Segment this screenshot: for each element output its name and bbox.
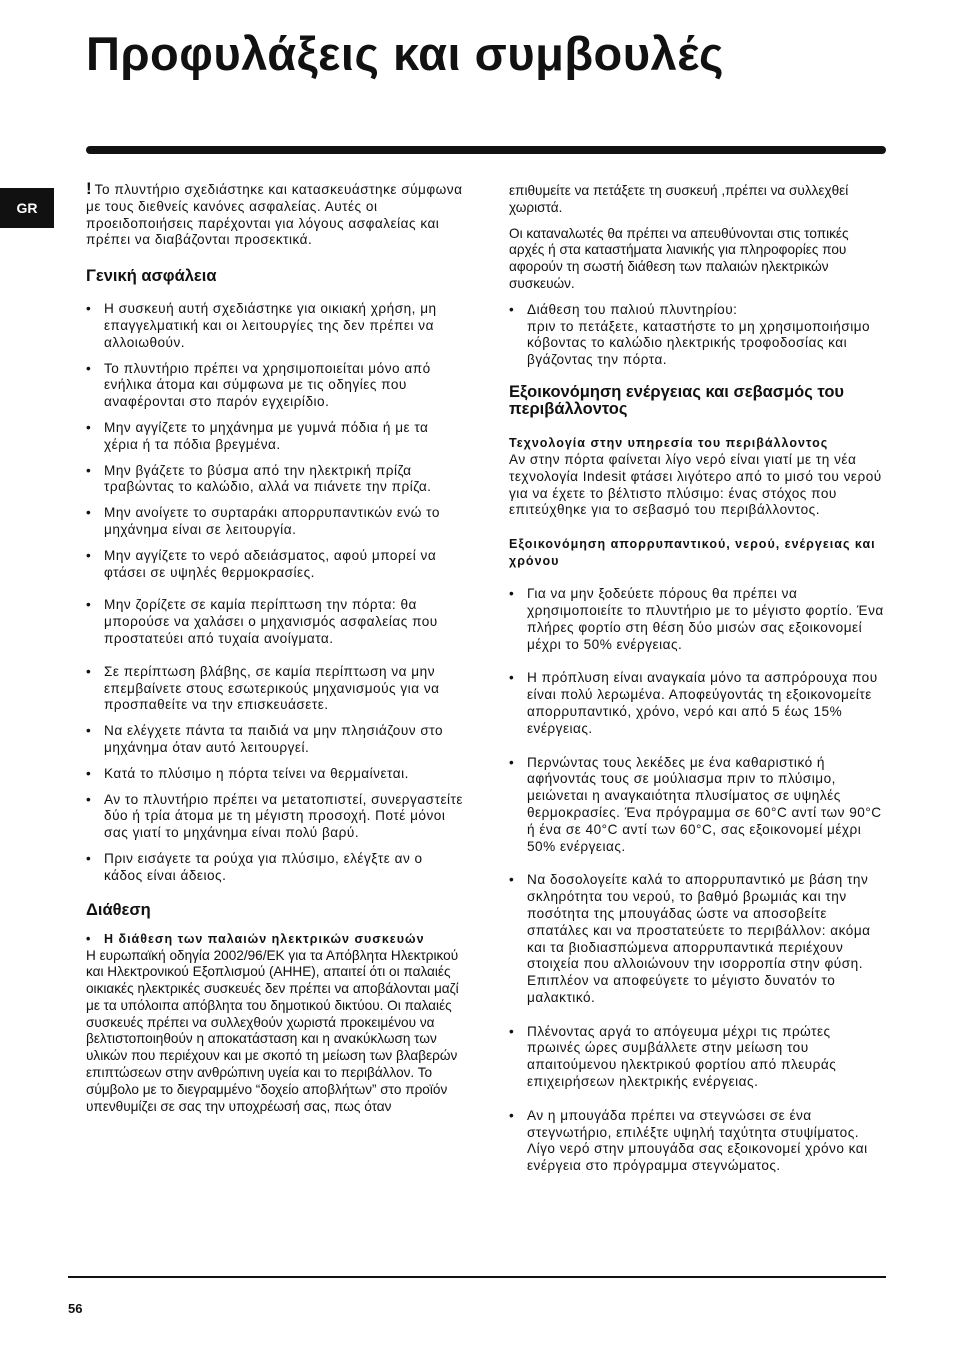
old-washer-title: • Διάθεση του παλιού πλυντηρίου: xyxy=(527,301,738,317)
technology-paragraph: Αν στην πόρτα φαίνεται λίγο νερό είναι γιατί με τη νέα τεχνολογία Indesit φτάσει λιγότερο από το μισό του νερού για να έχετε το βέλτιστο πλύσιμο: ένας στόχος που επιτεύχθηκε για το σεβασμό του περιβάλλοντος. xyxy=(509,451,882,518)
section-heading-energy: Εξοικονόμηση ενέργειας και σεβασμός του περιβάλλοντος xyxy=(509,382,844,418)
title-divider xyxy=(86,146,886,154)
list-item: • Για να μην ξοδεύετε πόρους θα πρέπει να χρησιμοποιείτε το πλυντήριο με το μέγιστο φορτίο. Ένα πλήρες φορτίο στη θέση δύο μισών σας εξοικονομεί μέχρι το 50% ενέργειας. xyxy=(509,586,886,653)
list-item: • Αν το πλυντήριο πρέπει να μετατοπιστεί, συνεργαστείτε δύο ή τρία άτομα με τη μέγιστη προσοχή. Ποτέ μόνοι σας γιατί το μηχάνημα είναι πολύ βαρύ. xyxy=(86,792,464,842)
list-item: • Μην αγγίζετε το νερό αδειάσματος, αφού μπορεί να φτάσει σε υψηλές θερμοκρασίες. xyxy=(86,548,464,582)
list-item: • Η πρόπλυση είναι αναγκαία μόνο τα ασπρόρουχα που είναι πολύ λερωμένα. Αποφεύγοντάς τη εξοικονομείτε απορρυπαντικό, χρόνο, νερό και από 5 έως 15% ενέργειας. xyxy=(509,670,886,737)
intro-paragraph xyxy=(86,181,464,249)
list-item: • Μην βγάζετε το βύσμα από την ηλεκτρική πρίζα τραβώντας το καλώδιο, αλλά να πιάνετε την πρίζα. xyxy=(86,463,464,497)
subheading-saving: Εξοικονόμηση απορρυπαντικού, νερού, ενέργειας και χρόνου xyxy=(509,537,876,569)
disposal-list xyxy=(86,932,464,947)
list-item: • Μην αγγίζετε το μηχάνημα με γυμνά πόδια ή με τα χέρια ή τα πόδια βρεγμένα. xyxy=(86,420,464,454)
section-heading-disposal: Διάθεση xyxy=(86,900,151,919)
warning-mark: ! xyxy=(86,179,92,198)
list-item: • Πριν εισάγετε τα ρούχα για πλύσιμο, ελέγξτε αν ο κάδος είναι άδειος. xyxy=(86,851,464,885)
footer-divider xyxy=(68,1276,886,1278)
left-column xyxy=(86,181,464,1115)
disposal-continued: επιθυμείτε να πετάξετε τη συσκευή ,πρέπει να συλλεχθεί χωριστά. xyxy=(509,183,849,215)
section-heading-safety: Γενική ασφάλεια xyxy=(86,267,217,286)
list-item: • Η διάθεση των παλαιών ηλεκτρικών συσκευών xyxy=(86,932,464,947)
subheading-technology: Τεχνολογία στην υπηρεσία του περιβάλλοντος xyxy=(509,435,829,450)
consumers-paragraph: Οι καταναλωτές θα πρέπει να απευθύνονται στις τοπικές αρχές ή στα καταστήματα λιανικής για πληροφορίες που αφορούν τη σωστή διάθεση των παλαιών ηλεκτρικών συσκευών. xyxy=(509,225,849,291)
old-washer-list xyxy=(509,302,886,369)
list-item: • Κατά το πλύσιμο η πόρτα τείνει να θερμαίνεται. xyxy=(86,766,464,783)
list-item: • Μην ανοίγετε το συρταράκι απορρυπαντικών ενώ το μηχάνημα είναι σε λειτουργία. xyxy=(86,505,464,539)
list-item: • Να δοσολογείτε καλά το απορρυπαντικό με βάση την σκληρότητα του νερού, το βαθμό βρωμιάς και την ποσότητα της μπουγάδας ώστε να αποσοβείτε σπατάλες και να προστατεύετε το περιβάλλον: ακόμα και τα βιοδιασπώμενα απορρυπαντικά περιέχουν στοιχεία που αλλοιώνουν την ισορροπία στην φύση. Επιπλέον να αποφεύγετε το μέγιστο δυνατόν το μαλακτικό. xyxy=(509,872,886,1006)
intro-text: Το πλυντήριο σχεδιάστηκε και κατασκευάστηκε σύμφωνα με τους διεθνείς κανόνες ασφαλείας. Αυτές οι προειδοποιήσεις παρέχονται για λόγους ασφαλείας και πρέπει να διαβάζονται προσεκτικά. xyxy=(86,182,463,248)
list-item: • Να ελέγχετε πάντα τα παιδιά να μην πλησιάζουν στο μηχάνημα όταν αυτό λειτουργεί. xyxy=(86,723,464,757)
list-item: • Μην ζορίζετε σε καμία περίπτωση την πόρτα: θα μπορούσε να χαλάσει ο μηχανισμός ασφαλείας που προστατεύει από τυχαία ανοίγματα. xyxy=(86,597,464,647)
safety-list xyxy=(86,301,464,884)
language-tab: GR xyxy=(0,188,54,228)
list-item: • Περνώντας τους λεκέδες με ένα καθαριστικό ή αφήνοντάς τους σε μούλιασμα πριν το πλύσιμο, μειώνεται η αναγκαιότητα πλυσίματος σε υψηλές θερμοκρασίες. Ένα πρόγραμμα σε 60°C αντί των 90°C ή ένα σε 40°C αντί των 60°C, σας εξοικονομεί μέχρι 50% ενέργειας. xyxy=(509,755,886,856)
right-column xyxy=(509,181,886,1175)
disposal-paragraph: Η ευρωπαϊκή οδηγία 2002/96/ΕΚ για τα Απόβλητα Ηλεκτρικού και Ηλεκτρονικού Εξοπλισμού (ΑΗΗΕ), απαιτεί ότι οι παλαιές οικιακές ηλεκτρικές συσκευές δεν πρέπει να αποβάλονται μαζί με τα υπόλοιπα απόβλητα του δημοτικού δικτύου. Οι παλαιές συσκευές πρέπει να συλλεχθούν χωριστά προκειμένου να βελτιστοποιηθούν η αποκατάσταση και η ανακύκλωση των υλικών που περιέχουν και με σκοπό τη μείωση των βλαβερών επιπτώσεων στην ανθρώπινη υγεία και το περιβάλλον. Το σύμβολο με το διεγραμμένο “δοχείο αποβλήτων” στο προϊόν υπενθυμίζει σε σας την υποχρέωσή σας, πως όταν xyxy=(86,947,459,1114)
saving-list xyxy=(509,586,886,1175)
page-title: Προφυλάξεις και συμβουλές xyxy=(86,27,724,80)
list-item: • Σε περίπτωση βλάβης, σε καμία περίπτωση να μην επεμβαίνετε στους εσωτερικούς μηχανισμούς για να προσπαθείτε να την επισκευάσετε. xyxy=(86,664,464,714)
page-number: 56 xyxy=(68,1301,83,1316)
old-washer-text: πριν το πετάξετε, καταστήστε το μη χρησιμοποιήσιμο κόβοντας το καλώδιο ηλεκτρικής τροφοδοσίας και βγάζοντας την πόρτα. xyxy=(527,318,871,368)
list-item xyxy=(509,302,886,369)
list-item: • Το πλυντήριο πρέπει να χρησιμοποιείται μόνο από ενήλικα άτομα και σύμφωνα με τις οδηγίες που αναφέρονται στο παρόν εγχειρίδιο. xyxy=(86,361,464,411)
list-item: • Η συσκευή αυτή σχεδιάστηκε για οικιακή χρήση, μη επαγγελματική και οι λειτουργίες της δεν πρέπει να αλλοιωθούν. xyxy=(86,301,464,351)
list-item: • Αν η μπουγάδα πρέπει να στεγνώσει σε ένα στεγνωτήριο, επιλέξτε υψηλή ταχύτητα στυψίματος. Λίγο νερό στην μπουγάδα σας εξοικονομεί χρόνο και ενέργεια στο πρόγραμμα στεγνώματος. xyxy=(509,1108,886,1175)
list-item: • Πλένοντας αργά το απόγευμα μέχρι τις πρώτες πρωινές ώρες συμβάλλετε στην μείωση του απαιτούμενου ηλεκτρικού φορτίου από πλευράς επιχειρήσεων ηλεκτρικής ενέργειας. xyxy=(509,1024,886,1091)
